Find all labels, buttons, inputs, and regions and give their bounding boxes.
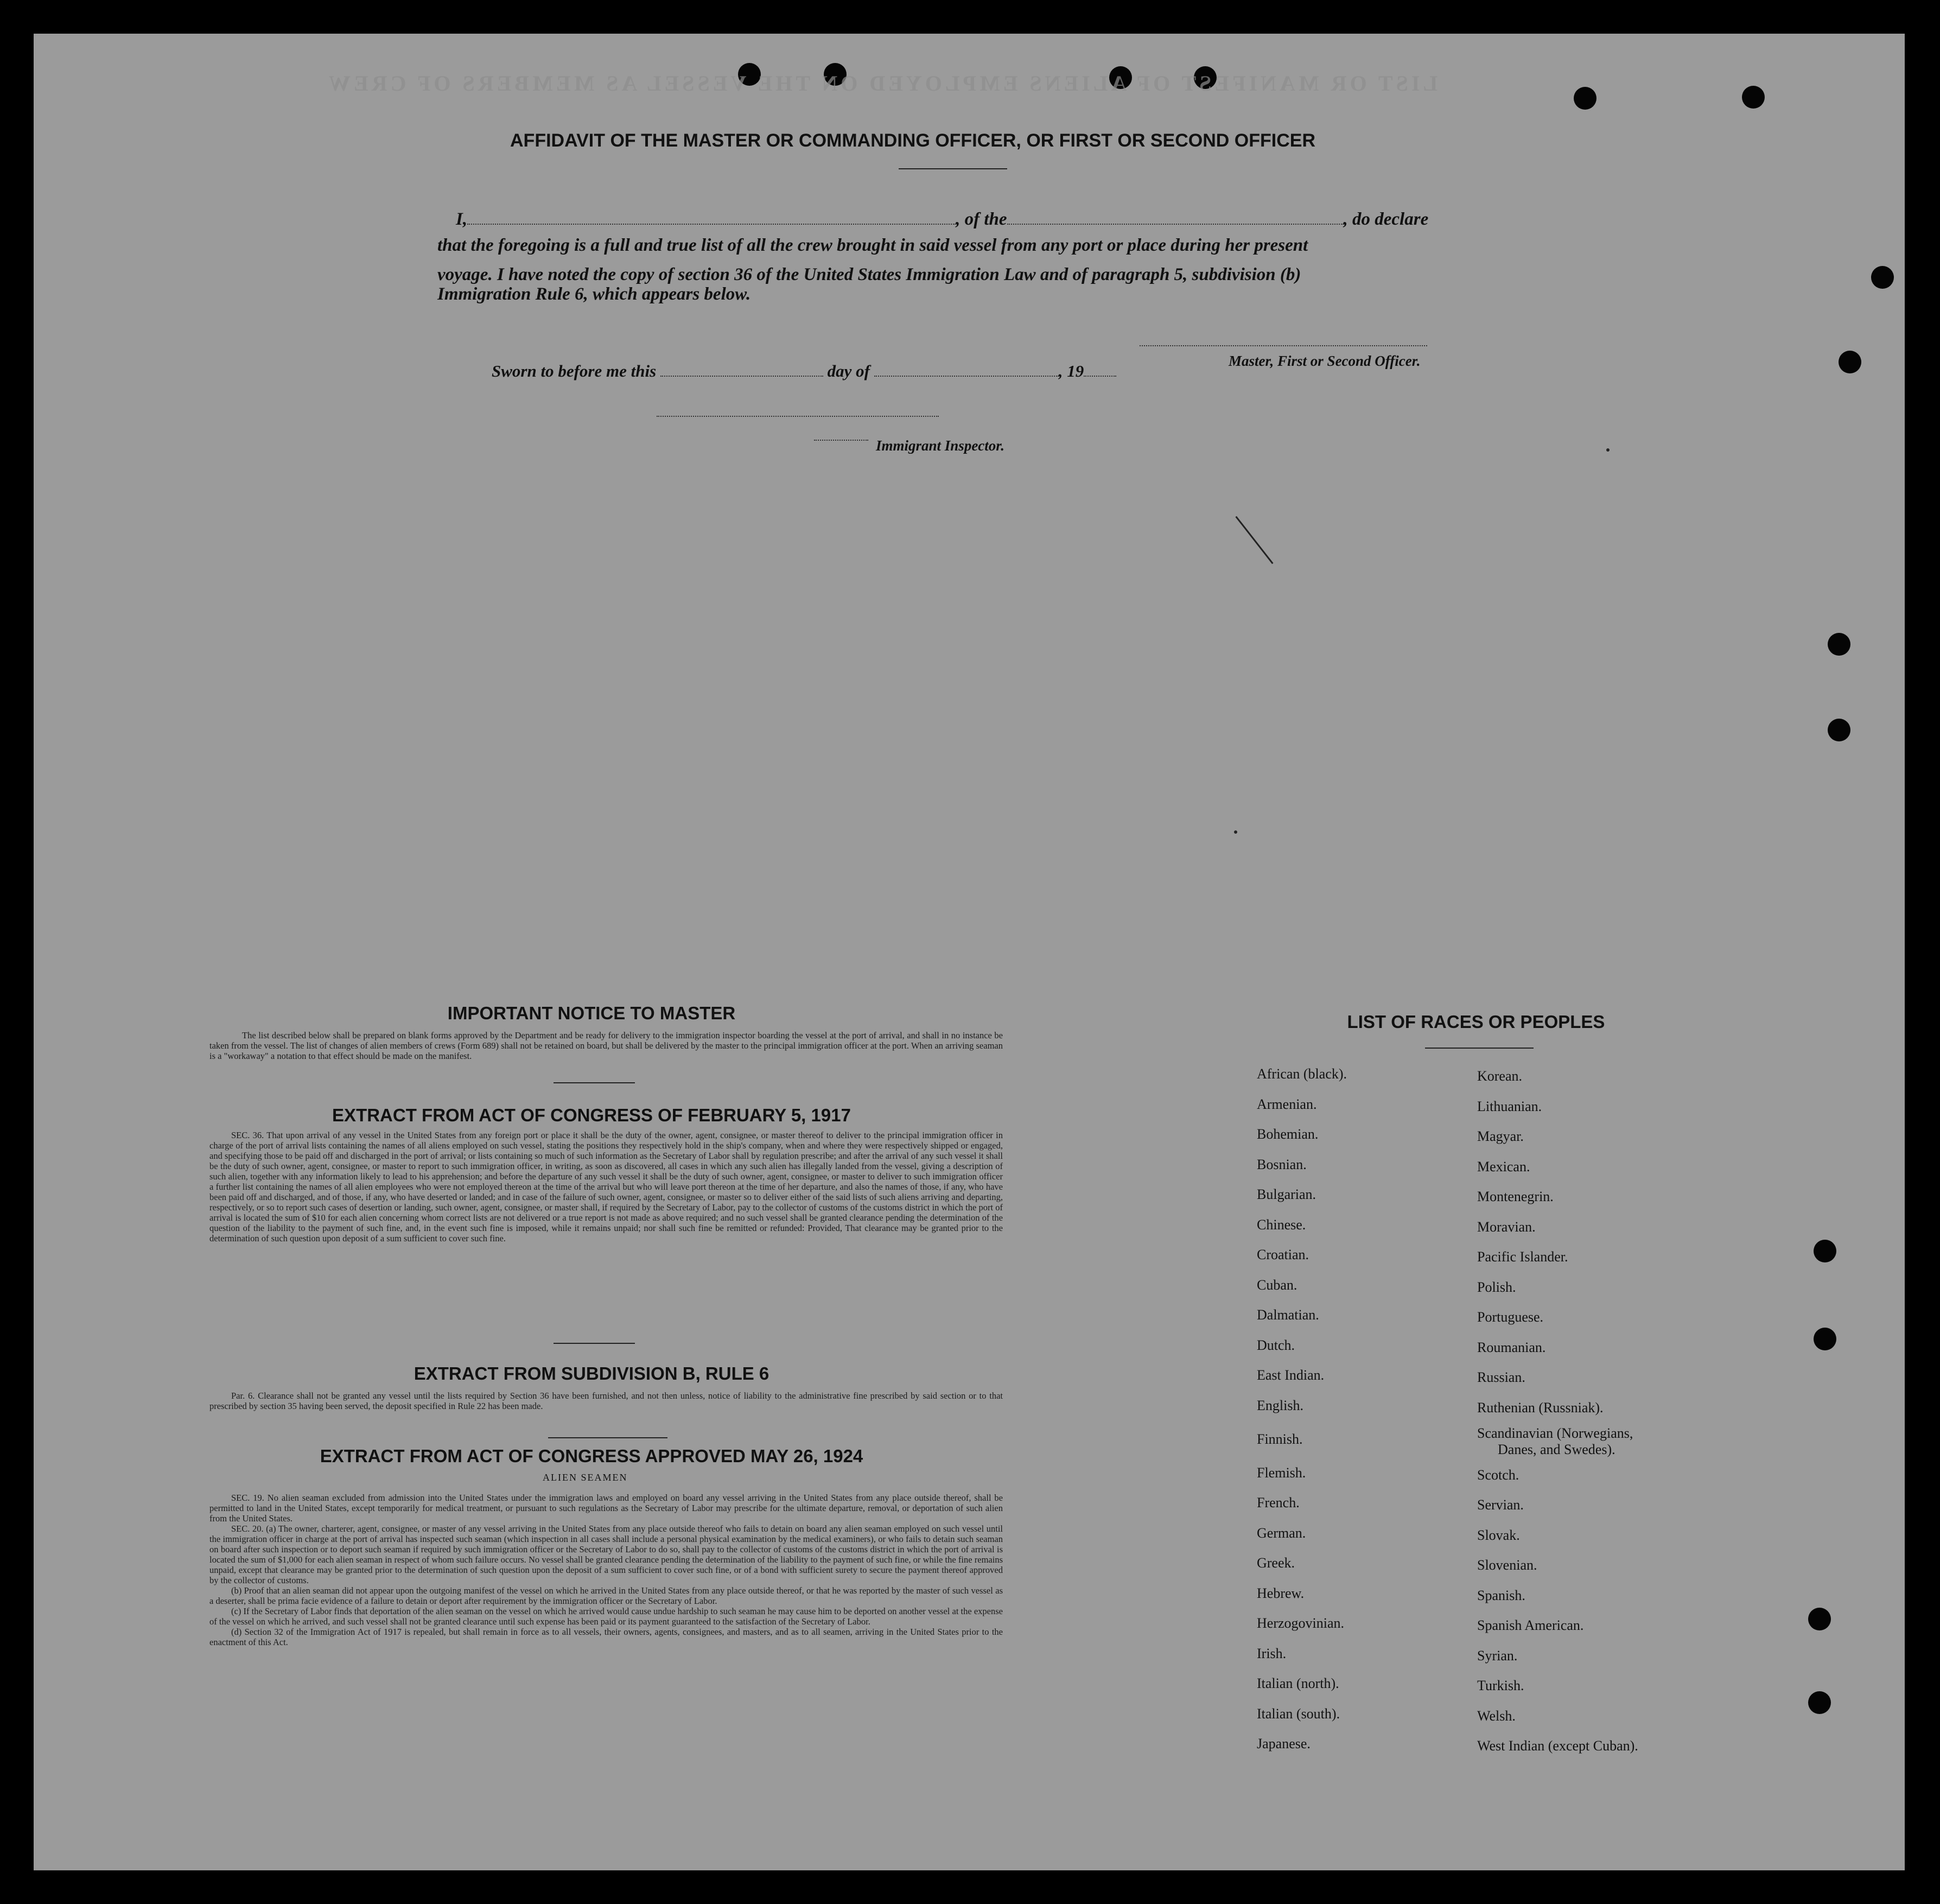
stray-mark-3 <box>1606 448 1610 452</box>
race-item: Italian (north). <box>1257 1675 1339 1691</box>
punch-hole-top-5 <box>1574 87 1596 110</box>
race-item: West Indian (except Cuban). <box>1477 1738 1638 1754</box>
race-item: Mexican. <box>1477 1159 1530 1175</box>
race-item: Bosnian. <box>1257 1157 1307 1172</box>
signer-caption: Master, First or Second Officer. <box>1229 353 1421 369</box>
bleedthrough-heading: LIST OR MANIFEST OF ALIENS EMPLOYED ON THE VESSEL AS MEMBERS OF CREW <box>326 71 1438 96</box>
race-item: Danes, and Swedes). <box>1498 1442 1615 1457</box>
extract-1924-sec20d: (d) Section 32 of the Immigration Act of 1917 is repealed, but shall remain in force as to all vessels, their owners, agents, consignees, and masters, and as to all seamen, arriving in the United States prior to the enactment of this Act. <box>209 1627 1003 1647</box>
punch-hole-right-2 <box>1839 351 1861 373</box>
extract-1917-title: EXTRACT FROM ACT OF CONGRESS OF FEBRUARY 5, 1917 <box>332 1105 851 1125</box>
notice-text: The list described below shall be prepared on blank forms approved by the Department and be ready for delivery to the immigration inspector boarding the vessel at the port of arrival, and shall in no instance be taken from the vessel. The list of changes of alien members of crews (Form 689) shall not be retained on board, but shall be delivered by the master to the principal immigration officer at the port. When an arriving seaman is a "workaway" a notation to that effect should be made on the manifest. <box>209 1030 1003 1061</box>
races-title: LIST OF RACES OR PEOPLES <box>1347 1012 1605 1032</box>
notice-rule <box>554 1082 635 1083</box>
vessel-blank[interactable] <box>1007 224 1344 225</box>
inspector-signature-blank[interactable] <box>657 416 939 417</box>
race-item: Dutch. <box>1257 1337 1295 1353</box>
race-item: African (black). <box>1257 1066 1347 1082</box>
extract-rule6-rule <box>548 1437 667 1438</box>
race-item: Syrian. <box>1477 1648 1518 1664</box>
race-item: Russian. <box>1477 1369 1525 1385</box>
races-title-rule <box>1425 1048 1534 1049</box>
affidavit-title-rule <box>899 168 1007 169</box>
race-item: Roumanian. <box>1477 1340 1546 1355</box>
extract-rule6-title: EXTRACT FROM SUBDIVISION B, RULE 6 <box>414 1363 769 1383</box>
race-item: Armenian. <box>1257 1096 1317 1112</box>
extract-1924-title: EXTRACT FROM ACT OF CONGRESS APPROVED MAY 26, 1924 <box>320 1446 863 1466</box>
extract-rule6-text: Par. 6. Clearance shall not be granted any vessel until the lists required by Section 36 have been furnished, and not then unless, notice of liability to the administrative fine prescribed by said section or to that prescribed by section 35 having been served, the deposit specified in Rule 22 has been made. <box>209 1391 1003 1411</box>
punch-hole-right-5 <box>1814 1240 1836 1262</box>
sworn-line <box>492 361 1116 381</box>
race-item: Slovenian. <box>1477 1557 1537 1573</box>
affidavit-do-declare-label: , do declare <box>1343 210 1429 229</box>
race-item: Servian. <box>1477 1497 1524 1513</box>
race-item: Spanish. <box>1477 1588 1525 1603</box>
race-item: Finnish. <box>1257 1431 1303 1447</box>
extract-1917-rule <box>554 1343 635 1344</box>
race-item: Welsh. <box>1477 1708 1516 1724</box>
stray-mark-2 <box>1234 830 1237 834</box>
race-item: Pacific Islander. <box>1477 1249 1568 1265</box>
affidavit-line-1 <box>456 210 1428 230</box>
sworn-day-of: day of <box>827 361 870 380</box>
sworn-prefix: Sworn to before me this <box>492 361 657 380</box>
affidavit-line-2: that the foregoing is a full and true list of all the crew brought in said vessel from any port or place during her present <box>437 236 1308 255</box>
race-item: Turkish. <box>1477 1678 1524 1693</box>
race-item: Polish. <box>1477 1279 1516 1295</box>
punch-hole-right-6 <box>1814 1328 1836 1350</box>
extract-1924-sec20c: (c) If the Secretary of Labor finds that deportation of the alien seaman on the vessel on which he arrived would cause undue hardship to such seaman he may cause him to be deported on another vessel at the expense of the vessel on which he arrived, and such vessel shall not be granted clearance until such expense has been paid or its payment guaranteed to the satisfaction of the Secretary of Labor. <box>209 1606 1003 1627</box>
race-item: Korean. <box>1477 1068 1523 1084</box>
race-item: Lithuanian. <box>1477 1099 1542 1114</box>
punch-hole-top-6 <box>1742 86 1765 109</box>
race-item: Spanish American. <box>1477 1617 1584 1633</box>
affidavit-line-3: voyage. I have noted the copy of section 36 of the United States Immigration Law and of paragraph 5, subdivision (b) <box>437 265 1301 284</box>
extract-1924-sec20b: (b) Proof that an alien seaman did not appear upon the outgoing manifest of the vessel on which he arrived in the United States from any place outside thereof, or that he was reported by the master of such vessel as a deserter, shall be prima facie evidence of a failure to detain or deport after requirement by the immigration officer or the Secretary of Labor. <box>209 1585 1003 1606</box>
race-item: East Indian. <box>1257 1367 1325 1383</box>
sworn-year: , 19 <box>1058 361 1084 380</box>
extract-1924-text <box>209 1493 1003 1647</box>
race-item: Herzogovinian. <box>1257 1615 1345 1631</box>
race-item: Ruthenian (Russniak). <box>1477 1400 1604 1416</box>
race-item: Croatian. <box>1257 1247 1309 1262</box>
race-item: Bohemian. <box>1257 1126 1319 1142</box>
race-item: English. <box>1257 1398 1303 1413</box>
race-item: French. <box>1257 1495 1300 1510</box>
punch-hole-right-3 <box>1828 633 1850 656</box>
punch-hole-right-8 <box>1808 1691 1831 1714</box>
race-item: Japanese. <box>1257 1736 1311 1751</box>
race-item: Hebrew. <box>1257 1585 1305 1601</box>
inspector-line-lead <box>814 440 868 441</box>
punch-hole-right-7 <box>1808 1608 1831 1630</box>
race-item: Dalmatian. <box>1257 1307 1319 1323</box>
race-item: Moravian. <box>1477 1219 1536 1235</box>
inspector-caption: Immigrant Inspector. <box>876 437 1005 454</box>
race-item: Chinese. <box>1257 1217 1306 1233</box>
extract-1924-subtitle: ALIEN SEAMEN <box>543 1472 628 1483</box>
race-item: Slovak. <box>1477 1527 1520 1543</box>
race-item: Cuban. <box>1257 1277 1297 1293</box>
race-item: Greek. <box>1257 1555 1295 1571</box>
race-item: Scotch. <box>1477 1467 1519 1483</box>
sworn-day-blank[interactable] <box>660 376 823 377</box>
race-item: Flemish. <box>1257 1465 1306 1481</box>
race-item: Portuguese. <box>1477 1309 1544 1325</box>
extract-1924-sec20a: SEC. 20. (a) The owner, charterer, agent, consignee, or master of any vessel arriving in the United States from any place outside thereof who fails to detain on board any alien seaman employed on such vessel until the immigration officer in charge at the port of arrival has inspected such seaman (which inspection in all cases shall include a personal physical examination by the medical examiners), or who fails to detain such seaman on board after such inspection or to deport such seaman if required by such immigration officer or the Secretary of Labor to do so, shall pay to the collector of customs of the customs district in which the port of arrival is located the sum of $1,000 for each alien seaman in respect of whom such failure occurs. No vessel shall be granted clearance pending the determination of the liability to the payment of such fine, or while the fine remains unpaid, except that clearance may be granted prior to the determination of such question upon the deposit of a sum sufficient to cover such fine, or of a bond with sufficient surety to secure the payment thereof approved by the collector of customs. <box>209 1524 1003 1585</box>
race-item: Bulgarian. <box>1257 1186 1316 1202</box>
sworn-month-blank[interactable] <box>874 376 1059 377</box>
affidavit-i-label: I, <box>456 210 468 229</box>
punch-hole-right-1 <box>1871 266 1894 289</box>
punch-hole-right-4 <box>1828 719 1850 741</box>
race-item: Italian (south). <box>1257 1706 1340 1722</box>
race-item: German. <box>1257 1525 1306 1541</box>
affidavit-line-4: Immigration Rule 6, which appears below. <box>437 284 751 304</box>
race-item: Irish. <box>1257 1646 1287 1661</box>
race-item: Scandinavian (Norwegians, <box>1477 1425 1633 1441</box>
name-blank[interactable] <box>467 224 956 225</box>
affidavit-of-the-label: , of the <box>956 210 1007 229</box>
race-item: Montenegrin. <box>1477 1189 1554 1204</box>
race-item: Magyar. <box>1477 1128 1524 1144</box>
affidavit-title: AFFIDAVIT OF THE MASTER OR COMMANDING OFFICER, OR FIRST OR SECOND OFFICER <box>510 130 1315 151</box>
notice-title: IMPORTANT NOTICE TO MASTER <box>447 1003 736 1023</box>
extract-1924-sec19: SEC. 19. No alien seaman excluded from admission into the United States under the immigration laws and employed on board any vessel arriving in the United States from any place outside thereof, shall be permitted to land in the United States, except temporarily for medical treatment, or pursuant to such regulations as the Secretary of Labor may prescribe for the ultimate departure, removal, or deportation of such alien from the United States. <box>209 1493 1003 1524</box>
extract-1917-text: SEC. 36. That upon arrival of any vessel in the United States from any foreign port or place it shall be the duty of the owner, agent, consignee, or master thereof to deliver to the principal immigration officer in charge of the port of arrival lists containing the names of all aliens employed on such vessel, stating the positions they respectively hold in the ship's company, when and where they were respectively shipped or engaged, and specifying those to be paid off and discharged in the port of arrival; or lists containing so much of such information as the Secretary of Labor shall by regulation prescribe; and after the arrival of any such vessel it shall be the duty of such owner, agent, consignee, or master to report to such immigration officer, in writing, as soon as discovered, all cases in which any such alien has illegally landed from the vessel, giving a description of such alien, together with any information likely to lead to his apprehension; and before the departure of any such vessel it shall be the duty of such owner, agent, consignee, or master to deliver to such immigration officer a further list containing the names of all alien employees who were not employed thereon at the time of the arrival but who will leave port thereon at the time of her departure, and also the names of those, if any, who have been paid off and discharged, and of those, if any, who have deserted or landed; and in case of the failure of such owner, agent, consignee, or master so to deliver either of the said lists of such aliens arriving and departing, respectively, or so to report such cases of desertion or landing, such owner, agent, consignee, or master shall, if required by the Secretary of Labor, pay to the collector of customs of the customs district in which the port of arrival is located the sum of $10 for each alien concerning whom correct lists are not delivered or a true report is not made as above required; and no such vessel shall be granted clearance pending the determination of the question of the liability to the payment of such fine, and, in the event such fine is imposed, while it remains unpaid; nor shall such fine be remitted or refunded: Provided, That clearance may be granted prior to the determination of such question upon deposit of a sum sufficient to cover such fine. <box>209 1130 1003 1243</box>
sworn-year-blank[interactable] <box>1084 376 1116 377</box>
signature-blank[interactable] <box>1140 345 1427 346</box>
